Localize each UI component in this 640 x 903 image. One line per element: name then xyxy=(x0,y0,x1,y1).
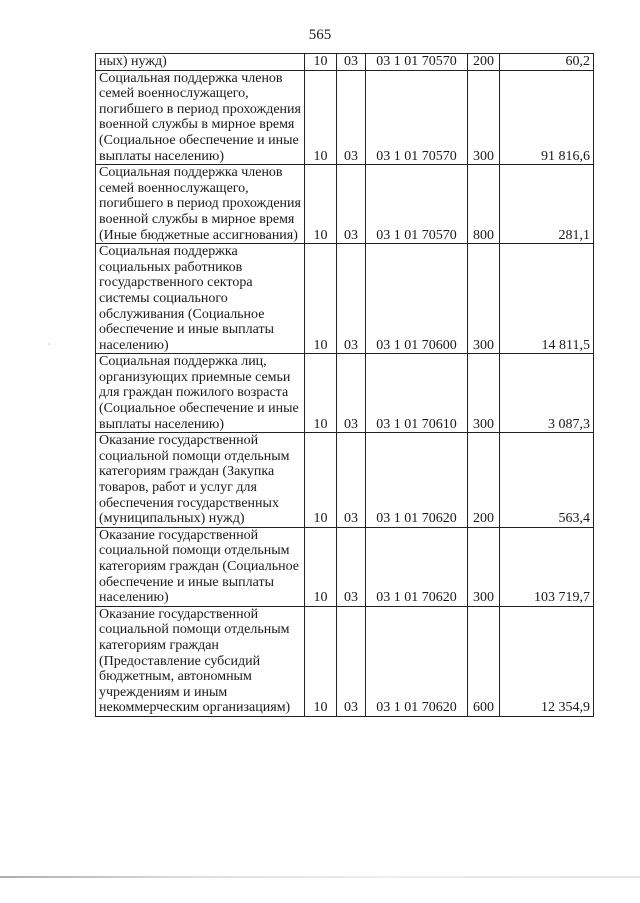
row-expense-type: 600 xyxy=(468,606,500,716)
table-row xyxy=(96,54,594,71)
row-section: 10 xyxy=(305,527,337,606)
row-section: 10 xyxy=(305,54,337,71)
row-target-article: 03 1 01 70570 xyxy=(366,70,468,165)
row-name: Оказание государственной социальной помощи отдельным категориям граждан (Социальное обеспечение и иные выплаты населению) xyxy=(96,527,305,606)
row-section: 10 xyxy=(305,354,337,433)
row-target-article: 03 1 01 70620 xyxy=(366,606,468,716)
row-subsection: 03 xyxy=(337,433,366,528)
row-subsection: 03 xyxy=(337,70,366,165)
row-amount: 563,4 xyxy=(500,433,594,528)
row-amount: 12 354,9 xyxy=(500,606,594,716)
row-subsection: 03 xyxy=(337,606,366,716)
row-target-article: 03 1 01 70620 xyxy=(366,527,468,606)
row-subsection: 03 xyxy=(337,354,366,433)
row-section: 10 xyxy=(305,433,337,528)
row-expense-type: 300 xyxy=(468,527,500,606)
row-amount: 103 719,7 xyxy=(500,527,594,606)
row-target-article: 03 1 01 70610 xyxy=(366,354,468,433)
row-name: Оказание государственной социальной помощи отдельным категориям граждан (Предоставление субсидий бюджетным, автономным учреждениям и иным некоммерческим организациям) xyxy=(96,606,305,716)
row-amount: 60,2 xyxy=(500,54,594,71)
row-section: 10 xyxy=(305,606,337,716)
row-name: Социальная поддержка социальных работников государственного сектора системы социального обслуживания (Социальное обеспечение и иные выплаты населению) xyxy=(96,244,305,354)
scan-speck: · xyxy=(48,340,51,349)
row-name: ных) нужд) xyxy=(96,54,305,71)
row-target-article: 03 1 01 70570 xyxy=(366,165,468,244)
row-expense-type: 200 xyxy=(468,54,500,71)
row-name: Социальная поддержка лиц, организующих приемные семьи для граждан пожилого возраста (Социальное обеспечение и иные выплаты населению) xyxy=(96,354,305,433)
row-subsection: 03 xyxy=(337,244,366,354)
row-amount: 281,1 xyxy=(500,165,594,244)
table-row xyxy=(96,165,594,244)
row-amount: 14 811,5 xyxy=(500,244,594,354)
row-expense-type: 300 xyxy=(468,70,500,165)
budget-table xyxy=(95,53,594,717)
table-row xyxy=(96,70,594,165)
row-expense-type: 300 xyxy=(468,244,500,354)
table-row xyxy=(96,527,594,606)
table-row xyxy=(96,433,594,528)
row-subsection: 03 xyxy=(337,54,366,71)
row-target-article: 03 1 01 70570 xyxy=(366,54,468,71)
row-target-article: 03 1 01 70600 xyxy=(366,244,468,354)
table-row xyxy=(96,244,594,354)
table-row xyxy=(96,606,594,716)
row-target-article: 03 1 01 70620 xyxy=(366,433,468,528)
scan-bottom-edge xyxy=(0,876,640,878)
row-name: Социальная поддержка членов семей военнослужащего, погибшего в период прохождения военной службы в мирное время (Иные бюджетные ассигнования) xyxy=(96,165,305,244)
row-section: 10 xyxy=(305,244,337,354)
page-number: 565 xyxy=(308,27,332,43)
row-section: 10 xyxy=(305,165,337,244)
table-row xyxy=(96,354,594,433)
row-subsection: 03 xyxy=(337,165,366,244)
row-expense-type: 300 xyxy=(468,354,500,433)
row-name: Оказание государственной социальной помощи отдельным категориям граждан (Закупка товаров, работ и услуг для обеспечения государственных (муниципальных) нужд) xyxy=(96,433,305,528)
row-amount: 91 816,6 xyxy=(500,70,594,165)
row-expense-type: 200 xyxy=(468,433,500,528)
row-amount: 3 087,3 xyxy=(500,354,594,433)
row-name: Социальная поддержка членов семей военнослужащего, погибшего в период прохождения военной службы в мирное время (Социальное обеспечение и иные выплаты населению) xyxy=(96,70,305,165)
row-expense-type: 800 xyxy=(468,165,500,244)
row-section: 10 xyxy=(305,70,337,165)
row-subsection: 03 xyxy=(337,527,366,606)
